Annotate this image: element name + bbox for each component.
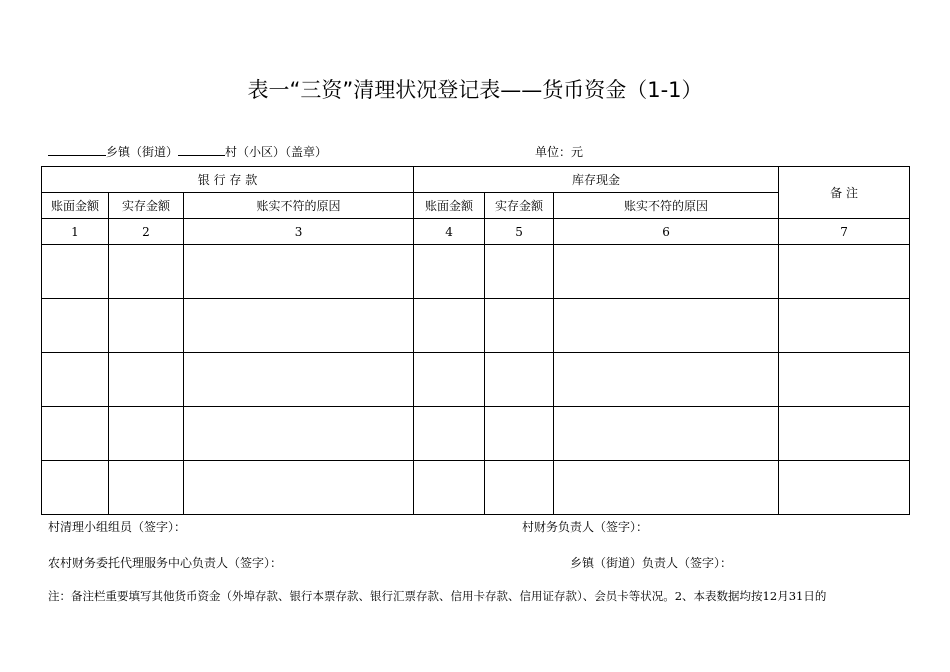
table-cell[interactable] [414, 299, 485, 353]
col-header: 账实不符的原因 [554, 193, 779, 219]
table-row [42, 299, 910, 353]
table-cell[interactable] [554, 353, 779, 407]
table-cell[interactable] [414, 245, 485, 299]
table-cell[interactable] [42, 245, 109, 299]
table-cell[interactable] [779, 407, 910, 461]
table-cell[interactable] [184, 299, 414, 353]
township-label: 乡镇（街道） [106, 145, 179, 159]
township-field [48, 143, 327, 160]
form-title: 表一“三资”清理状况登记表——货币资金（1-1） [247, 78, 703, 102]
agency-head-signature-label: 农村财务委托代理服务中心负责人（签字）： [48, 556, 283, 570]
table-cell[interactable] [184, 353, 414, 407]
table-row [42, 407, 910, 461]
township-head-signature-label: 乡镇（街道）负责人（签字）： [570, 556, 733, 570]
table-row [42, 353, 910, 407]
group-header-cash-on-hand: 库存现金 [414, 167, 779, 193]
table-cell[interactable] [779, 299, 910, 353]
finance-head-signature-label: 村财务负责人（签字）： [522, 520, 649, 534]
col-number: 3 [184, 219, 414, 245]
unit-label: 单位：元 [535, 145, 584, 159]
table-cell[interactable] [184, 407, 414, 461]
table-row [42, 461, 910, 515]
table-cell[interactable] [485, 245, 554, 299]
table-cell[interactable] [779, 461, 910, 515]
table-cell[interactable] [184, 245, 414, 299]
table-cell[interactable] [485, 353, 554, 407]
village-blank[interactable] [178, 143, 225, 156]
col-number: 5 [485, 219, 554, 245]
col-header: 实存金额 [109, 193, 184, 219]
table-cell[interactable] [554, 461, 779, 515]
col-header: 账面金额 [42, 193, 109, 219]
table-cell[interactable] [184, 461, 414, 515]
group-header-bank-deposit: 银 行 存 款 [42, 167, 414, 193]
col-header: 实存金额 [485, 193, 554, 219]
table-cell[interactable] [42, 461, 109, 515]
team-member-signature-label: 村清理小组组员（签字）： [48, 520, 187, 534]
township-blank[interactable] [48, 143, 106, 156]
col-number: 6 [554, 219, 779, 245]
remarks-header: 备 注 [779, 167, 910, 219]
table-cell[interactable] [554, 245, 779, 299]
table-cell[interactable] [109, 461, 184, 515]
col-header: 账实不符的原因 [184, 193, 414, 219]
footnote: 注：备注栏重要填写其他货币资金（外埠存款、银行本票存款、银行汇票存款、信用卡存款、信用证存款）、会员卡等状况。2、本表数据均按12月31日的 [48, 589, 827, 603]
col-number: 2 [109, 219, 184, 245]
table-row [42, 245, 910, 299]
table-cell[interactable] [414, 461, 485, 515]
table-cell[interactable] [42, 353, 109, 407]
table-cell[interactable] [109, 299, 184, 353]
table-cell[interactable] [554, 299, 779, 353]
table-cell[interactable] [42, 299, 109, 353]
col-header: 账面金额 [414, 193, 485, 219]
table-cell[interactable] [414, 353, 485, 407]
table-cell[interactable] [485, 299, 554, 353]
table-cell[interactable] [414, 407, 485, 461]
table-cell[interactable] [779, 245, 910, 299]
village-label: 村（小区）（盖章） [225, 145, 328, 159]
col-number: 1 [42, 219, 109, 245]
table-cell[interactable] [779, 353, 910, 407]
table-cell[interactable] [109, 407, 184, 461]
table-cell[interactable] [109, 353, 184, 407]
col-number: 7 [779, 219, 910, 245]
table-cell[interactable] [554, 407, 779, 461]
table-cell[interactable] [42, 407, 109, 461]
table-cell[interactable] [109, 245, 184, 299]
col-number: 4 [414, 219, 485, 245]
table-cell[interactable] [485, 407, 554, 461]
form-header [48, 143, 908, 161]
table-cell[interactable] [485, 461, 554, 515]
monetary-funds-table [41, 166, 910, 515]
